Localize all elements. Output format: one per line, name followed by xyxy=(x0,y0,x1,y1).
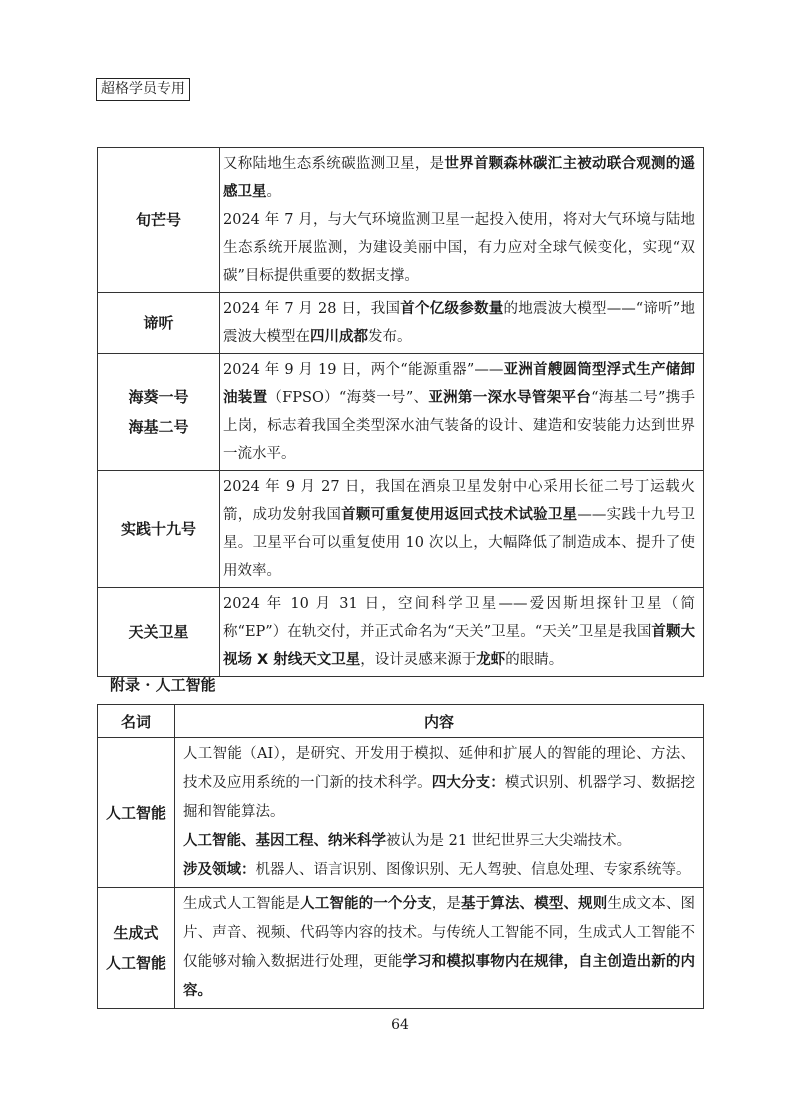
term-cell xyxy=(98,148,220,293)
table1-body xyxy=(98,148,704,677)
description-cell xyxy=(220,588,704,677)
description-cell xyxy=(220,471,704,588)
term-cell xyxy=(98,471,220,588)
emphasis-text: 学习和模拟事物内在规律，自主创造出新的内容。 xyxy=(183,954,695,999)
text-segment: ，设计灵感来源于 xyxy=(360,652,477,668)
emphasis-text: 龙虾 xyxy=(476,652,506,668)
emphasis-text: 四大分支： xyxy=(431,775,505,791)
description-paragraph xyxy=(183,740,695,827)
table-row xyxy=(98,471,704,588)
table-row xyxy=(98,588,704,677)
header-term: 名词 xyxy=(98,705,175,738)
term-cell xyxy=(98,888,175,1009)
description-paragraph xyxy=(223,295,695,351)
term-name-line: 天关卫星 xyxy=(128,623,189,641)
text-segment: 又称陆地生态系统碳监测卫星，是 xyxy=(223,156,445,172)
text-segment: ，是 xyxy=(431,896,462,912)
description-paragraph xyxy=(223,473,695,585)
description-cell xyxy=(220,148,704,293)
text-segment: 的地震波大模型——“谛听”地震波大模型在 xyxy=(223,301,695,345)
term-name-line: 人工智能 xyxy=(105,954,166,972)
table-row xyxy=(98,148,704,293)
emphasis-text: 基于算法、模型、规则 xyxy=(461,896,608,912)
text-segment: 2024 年 7 月，与大气环境监测卫星一起投入使用，将对大气环境与陆地生态系统开展监测，为建设美丽中国，有力应对全球气候变化，实现“双碳”目标提供重要的数据支撑。 xyxy=(223,212,695,284)
text-segment: 2024 年 9 月 19 日，两个“能源重器”—— xyxy=(223,362,504,378)
table2-head xyxy=(98,705,704,738)
description-paragraph xyxy=(183,890,695,1006)
description-paragraph xyxy=(223,590,695,674)
term-name-line: 实践十九号 xyxy=(120,520,196,538)
text-segment: 机器人、语言识别、图像识别、无人驾驶、信息处理、专家系统等。 xyxy=(255,862,691,878)
term-name-line: 旬芒号 xyxy=(135,211,181,229)
term-cell xyxy=(98,738,175,888)
text-segment: 。 xyxy=(266,184,281,200)
table2-header-row xyxy=(98,705,704,738)
emphasis-text: 涉及领域： xyxy=(183,862,256,878)
text-segment: 2024 年 7 月 28 日，我国 xyxy=(223,301,401,317)
text-segment: 被认为是 21 世纪世界三大尖端技术。 xyxy=(386,833,632,849)
description-paragraph xyxy=(223,206,695,290)
term-cell xyxy=(98,293,220,354)
text-segment: 人工智能（AI），是研究、开发用于模拟、延伸和扩展人的智能的理论、方法、技术及应用系统的一门新的技术科学。 xyxy=(183,746,695,791)
term-name-line: 生成式 xyxy=(113,924,159,942)
table2-body xyxy=(98,738,704,1009)
emphasis-text: 四川成都 xyxy=(310,329,368,345)
text-segment: 生成文本、图片、声音、视频、代码等内容的技术。与传统人工智能不同，生成式人工智能不仅能够对输入数据进行处理，更能 xyxy=(183,896,696,970)
emphasis-text: 世界首颗森林碳汇主被动联合观测的遥感卫星 xyxy=(223,156,696,200)
text-segment: ——实践十九号卫星。卫星平台可以重复使用 10 次以上，大幅降低了制造成本、提升了使用效率。 xyxy=(223,507,696,579)
emphasis-text: 人工智能、基因工程、纳米科学 xyxy=(183,833,386,849)
description-paragraph xyxy=(223,150,695,206)
term-cell xyxy=(98,354,220,471)
term-name-line: 人工智能 xyxy=(105,803,166,822)
exclusive-label: 超格学员专用 xyxy=(96,78,190,101)
term-name-line: 谛听 xyxy=(143,314,174,332)
page-number: 64 xyxy=(391,1017,409,1033)
text-segment: 的眼睛。 xyxy=(505,652,564,668)
description-paragraph xyxy=(183,856,695,885)
table-row xyxy=(98,888,704,1009)
text-segment: 生成式人工智能是 xyxy=(183,896,301,912)
header-content: 内容 xyxy=(175,705,704,738)
description-cell xyxy=(220,293,704,354)
description-paragraph xyxy=(223,356,695,468)
table-row xyxy=(98,354,704,471)
text-segment: 2024 年 9 月 27 日，我国在酒泉卫星发射中心采用长征二号丁运载火箭，成功发射我国 xyxy=(223,479,695,523)
description-paragraph xyxy=(183,827,695,856)
description-cell xyxy=(175,738,704,888)
term-name-line: 海葵一号 xyxy=(128,388,189,406)
description-cell xyxy=(175,888,704,1009)
emphasis-text: 人工智能的一个分支 xyxy=(300,896,432,912)
table-row xyxy=(98,293,704,354)
description-cell xyxy=(220,354,704,471)
emphasis-text: 首个亿级参数量 xyxy=(400,301,504,317)
term-name-line: 海基二号 xyxy=(128,418,189,436)
table-row xyxy=(98,738,704,888)
ai-terms-table xyxy=(97,704,704,1009)
emphasis-text: 首颗大视场 X 射线天文卫星 xyxy=(223,624,695,668)
emphasis-text: 亚洲首艘圆筒型浮式生产储卸油装置 xyxy=(223,362,696,406)
text-segment: 2024 年 10 月 31 日，空间科学卫星——爱因斯坦探针卫星（简称“EP”）在轨交付，并正式命名为“天关”卫星。“天关”卫星是我国 xyxy=(223,596,695,640)
text-segment: 模式识别、机器学习、数据挖掘和智能算法。 xyxy=(183,775,696,820)
appendix-title: 附录 · 人工智能 xyxy=(110,676,216,694)
emphasis-text: 亚洲第一深水导管架平台 xyxy=(428,390,592,406)
text-segment: “海基二号”携手上岗，标志着我国全类型深水油气装备的设计、建造和安装能力达到世界一流水平。 xyxy=(223,390,695,462)
term-cell xyxy=(98,588,220,677)
text-segment: （FPSO）“海葵一号”、 xyxy=(267,390,429,406)
emphasis-text: 首颗可重复使用返回式技术试验卫星 xyxy=(341,507,578,523)
text-segment: 发布。 xyxy=(368,329,412,345)
satellite-achievements-table xyxy=(97,147,704,677)
